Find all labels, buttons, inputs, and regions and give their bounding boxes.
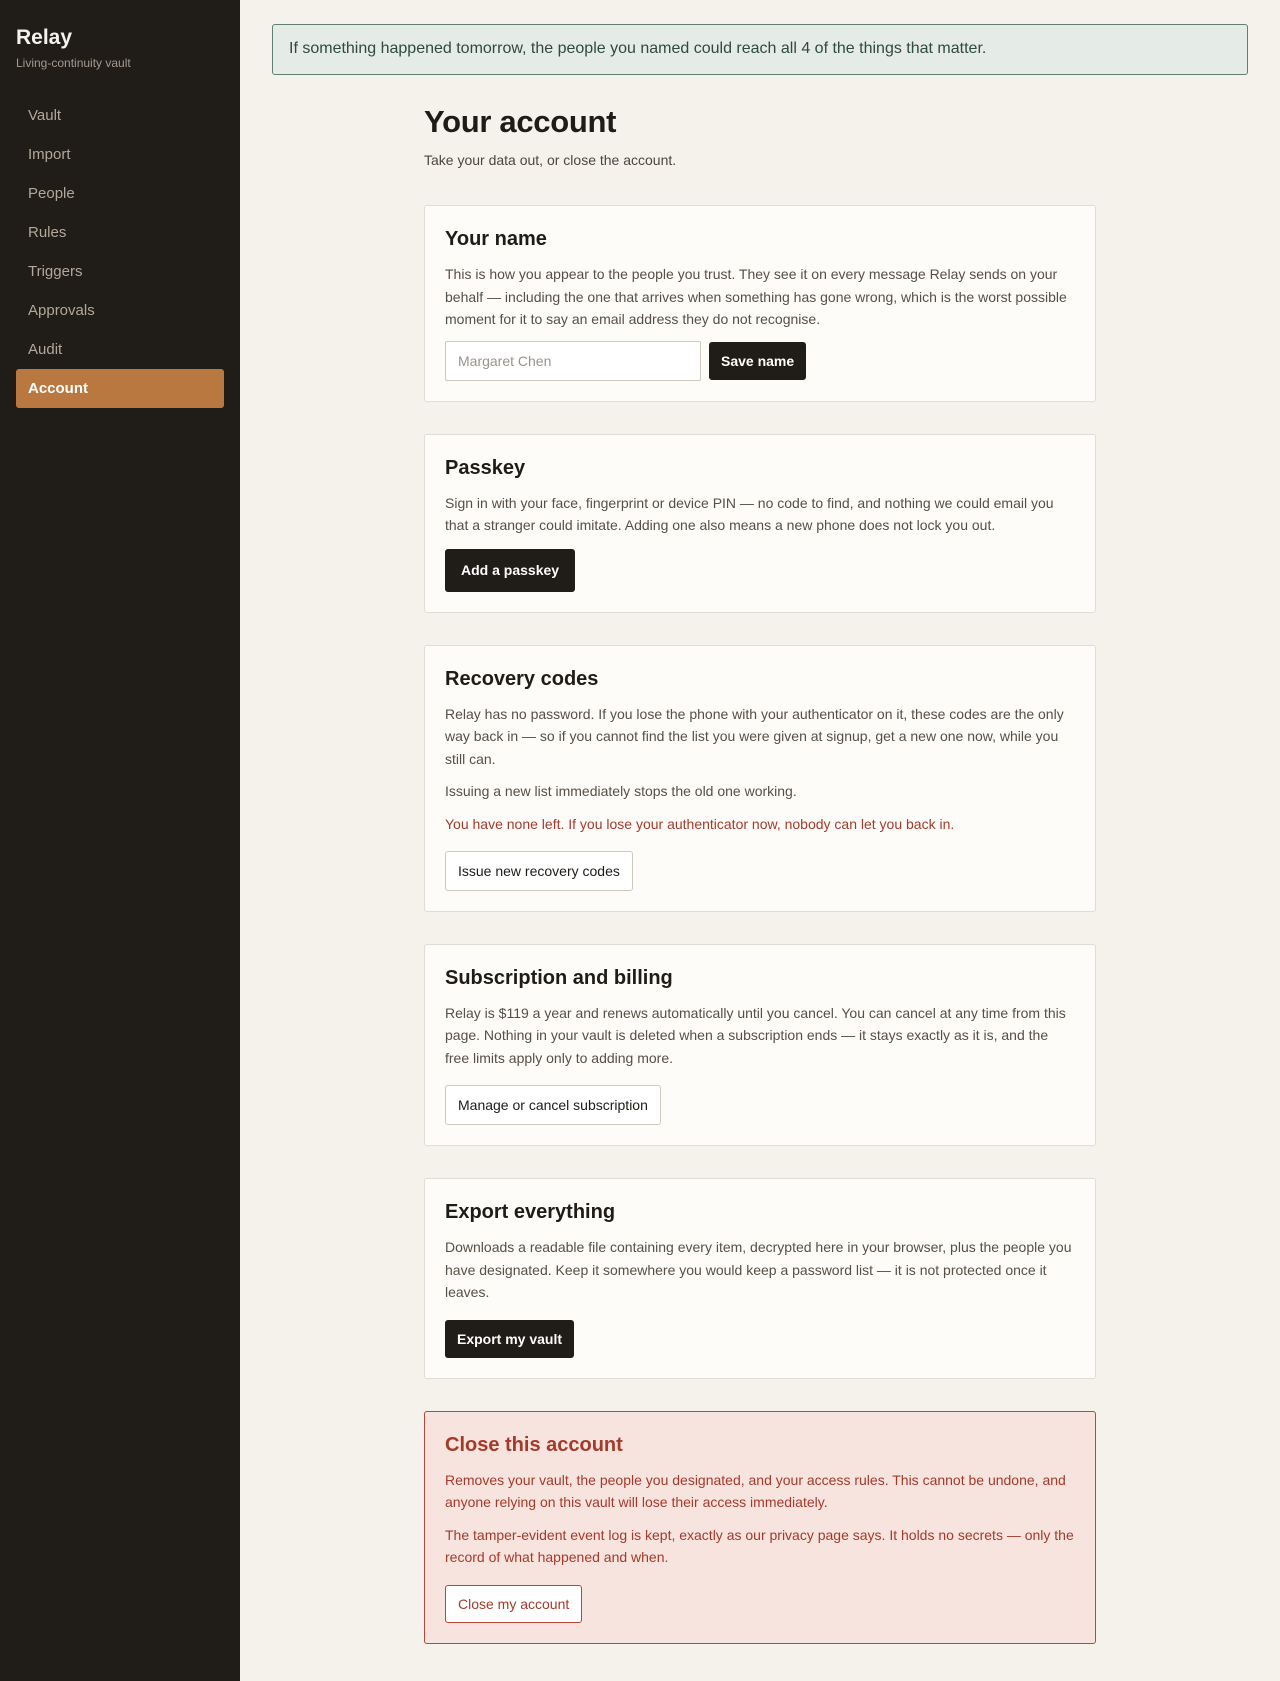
recovery-card-title: Recovery codes (445, 667, 599, 690)
billing-card (424, 944, 1096, 1147)
brand-tagline: Living-continuity vault (16, 56, 131, 70)
passkey-card-text: Sign in with your face, fingerprint or device PIN — no code to find, and nothing we could email you that a stranger could imitate. Adding one also means a new phone does not lock you out. (445, 494, 1054, 533)
brand-logo[interactable]: Relay (16, 26, 73, 49)
close-account-button[interactable]: Close my account (445, 1585, 582, 1623)
passkey-card (424, 434, 1096, 613)
sidebar-item-triggers[interactable]: Triggers (28, 263, 83, 280)
billing-card-text: Relay is $119 a year and renews automatically until you cancel. You can cancel at any time from this page. Nothing in your vault is deleted when a subscription ends — it stays exactly as it is, and the free limits apply only to adding more. (445, 1004, 1066, 1066)
name-card (424, 205, 1096, 402)
sidebar-item-import[interactable]: Import (28, 146, 71, 163)
page-title: Your account (424, 104, 617, 139)
close-account-card (424, 1411, 1096, 1644)
sidebar-item-audit[interactable]: Audit (28, 341, 63, 358)
billing-card-title: Subscription and billing (445, 966, 673, 989)
status-banner: If something happened tomorrow, the people you named could reach all 4 of the things that matter. (272, 24, 1248, 75)
add-passkey-button[interactable]: Add a passkey (445, 549, 575, 592)
sidebar-item-people[interactable]: People (28, 185, 75, 202)
close-card-title: Close this account (445, 1433, 623, 1456)
sidebar (0, 0, 240, 1681)
sidebar-item-approvals[interactable]: Approvals (28, 302, 95, 319)
recovery-codes-card (424, 645, 1096, 912)
main-content (240, 0, 1280, 1681)
close-card-text: Removes your vault, the people you designated, and your access rules. This cannot be undone, and anyone relying on this vault will lose their access immediately. (445, 1471, 1066, 1510)
sidebar-item-rules[interactable]: Rules (28, 224, 67, 241)
name-input[interactable] (445, 341, 701, 381)
name-card-text: This is how you appear to the people you trust. They see it on every message Relay sends on your behalf — including the one that arrives when something has gone wrong, which is the worst possible moment for it to say an email address they do not recognise. (445, 266, 1067, 327)
recovery-card-note: Issuing a new list immediately stops the old one working. (445, 783, 797, 799)
sidebar-item-vault[interactable]: Vault (28, 107, 62, 124)
account-content (424, 104, 1096, 1676)
export-card (424, 1178, 1096, 1379)
export-card-text: Downloads a readable file containing every item, decrypted here in your browser, plus the people you have designated. Keep it somewhere you would keep a password list — it is not protected once it leaves. (445, 1239, 1072, 1300)
name-form (445, 341, 1075, 381)
save-name-button[interactable]: Save name (709, 342, 806, 380)
sidebar-nav (16, 96, 224, 408)
passkey-card-title: Passkey (445, 456, 526, 479)
issue-recovery-codes-button[interactable]: Issue new recovery codes (445, 851, 633, 891)
name-card-title: Your name (445, 228, 547, 250)
recovery-card-text: Relay has no password. If you lose the phone with your authenticator on it, these codes are the only way back in — so if you cannot find the list you were given at signup, get a new one now, while you still can. (445, 705, 1064, 767)
export-vault-button[interactable]: Export my vault (445, 1320, 574, 1358)
export-card-title: Export everything (445, 1201, 616, 1223)
page-subtitle: Take your data out, or close the account. (424, 152, 677, 168)
close-card-note: The tamper-evident event log is kept, exactly as our privacy page says. It holds no secrets — only the record of what happened and when. (445, 1526, 1074, 1565)
sidebar-item-account[interactable]: Account (16, 369, 224, 408)
recovery-warning: You have none left. If you lose your authenticator now, nobody can let you back in. (445, 815, 955, 832)
manage-subscription-button[interactable]: Manage or cancel subscription (445, 1085, 661, 1125)
